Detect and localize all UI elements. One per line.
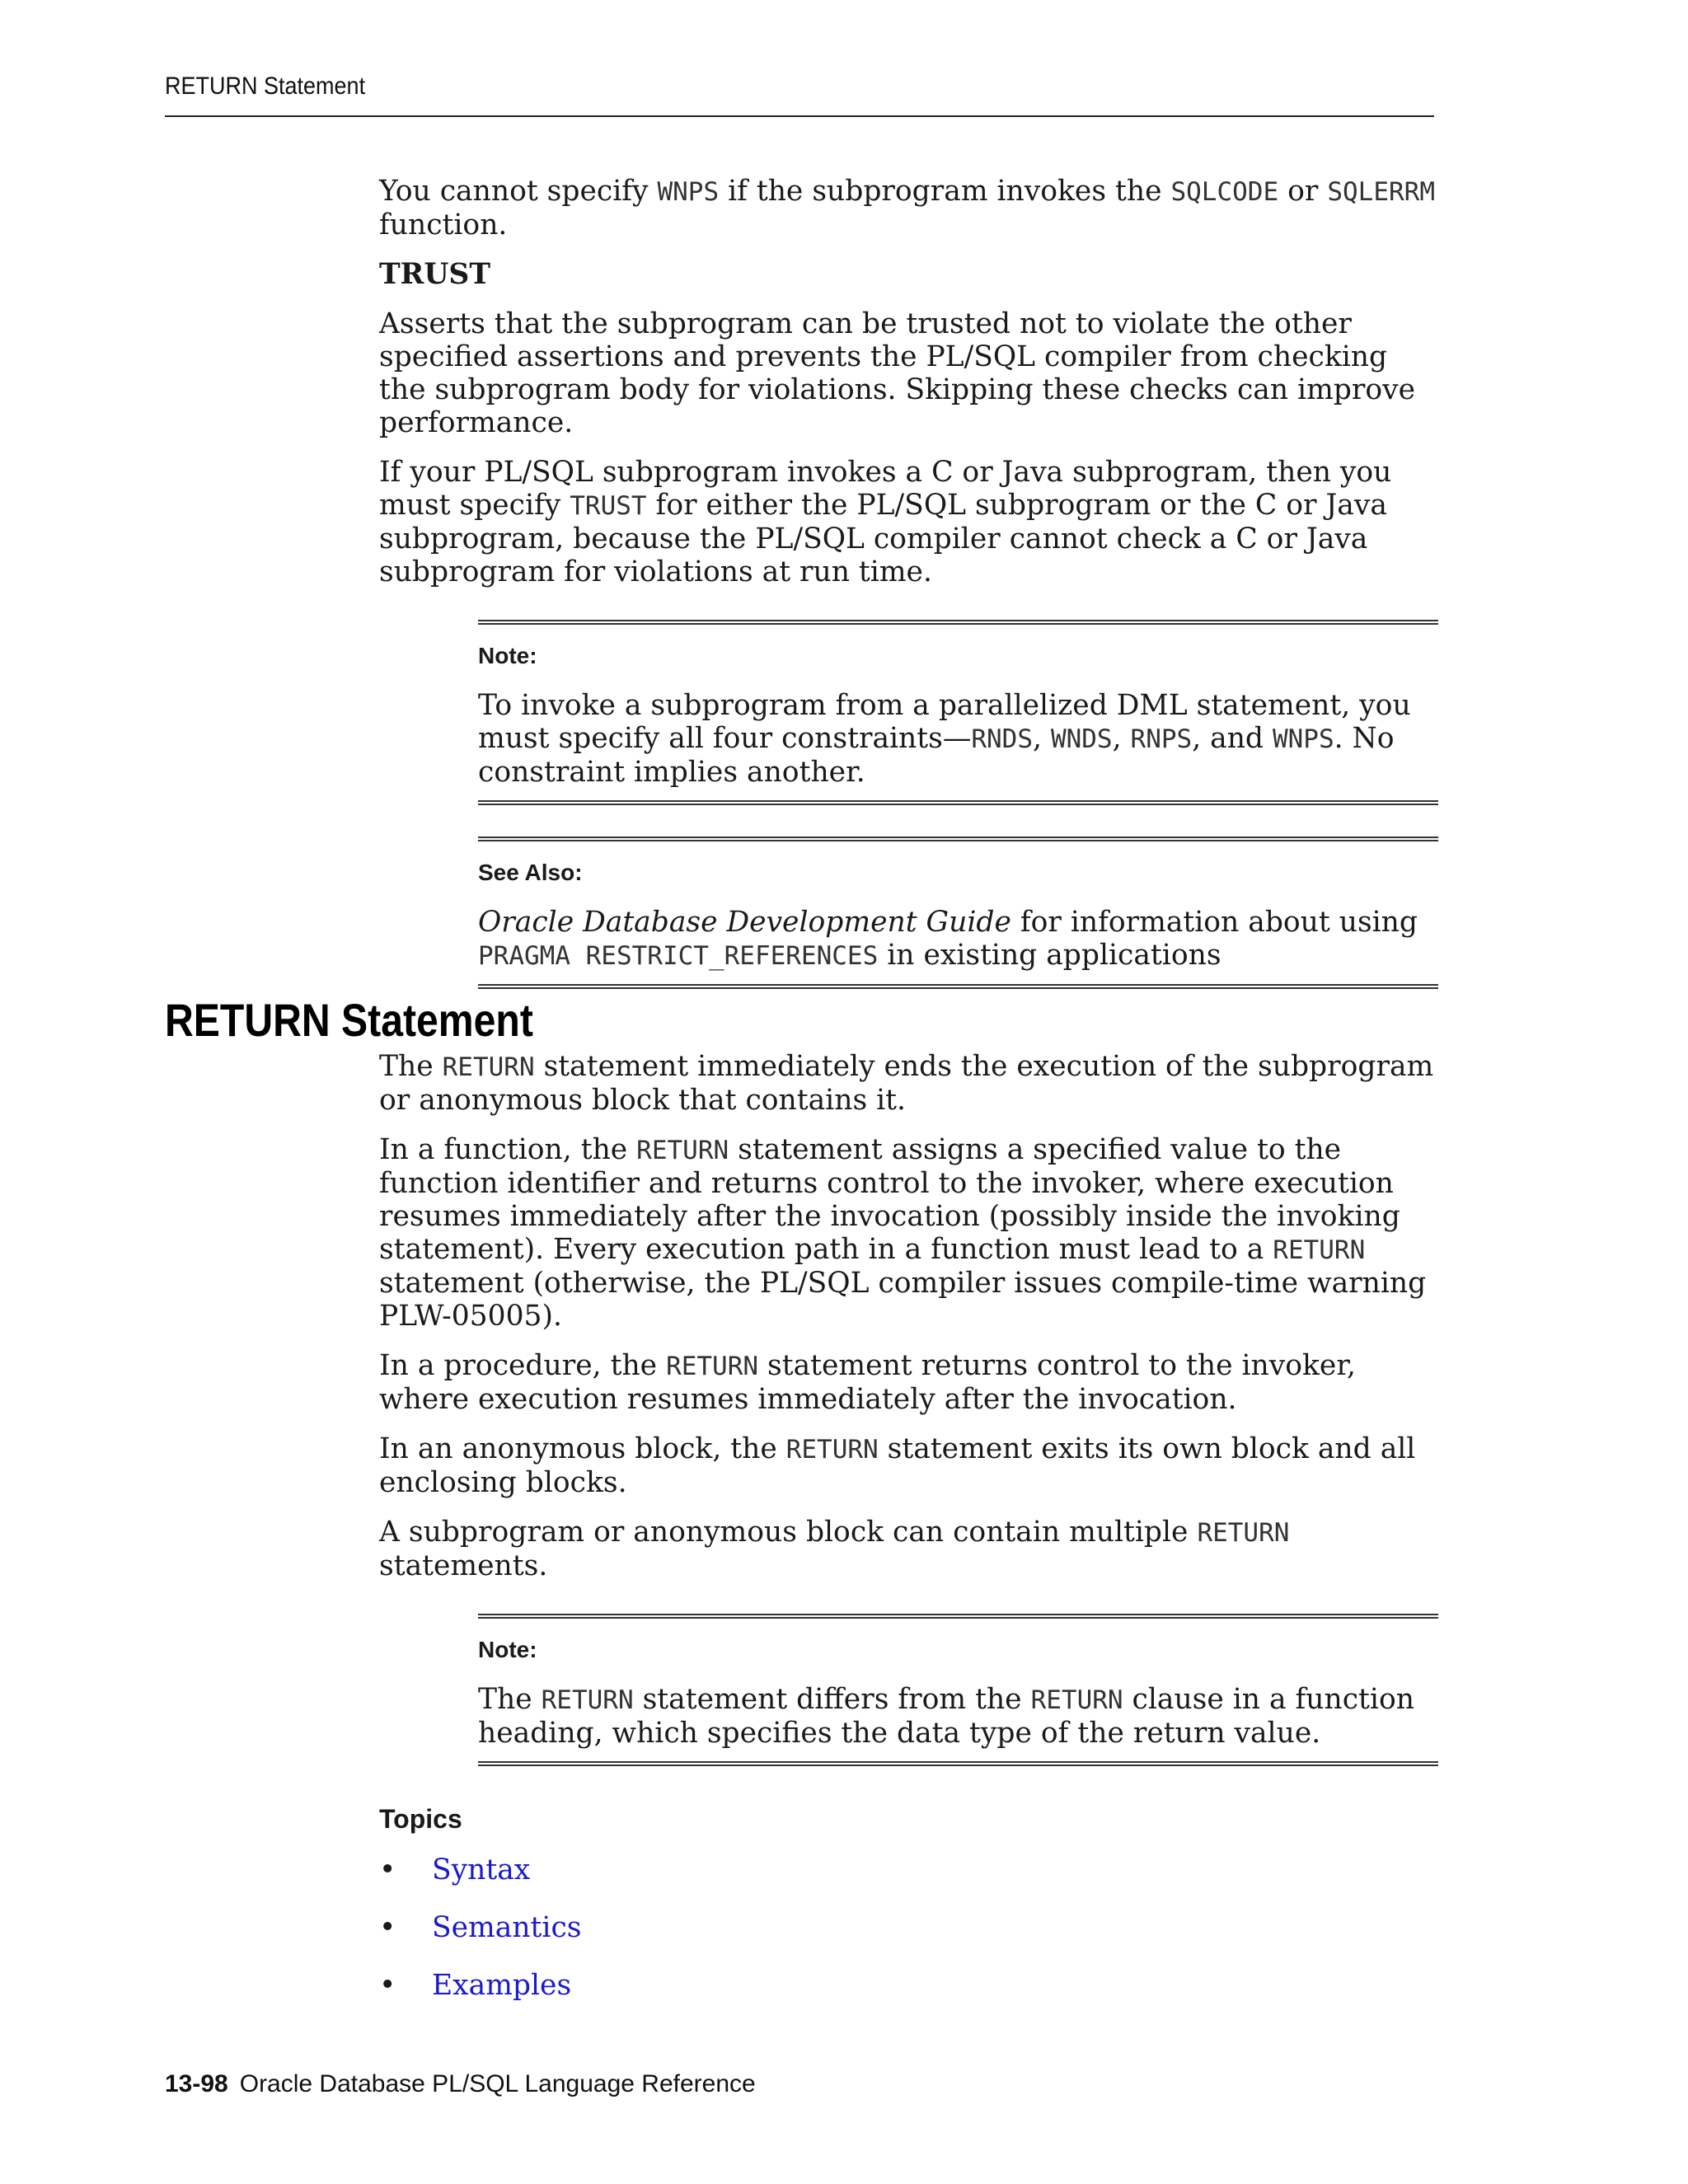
code-trust: TRUST (570, 491, 647, 521)
trust-term: TRUST (379, 258, 491, 291)
topics-list (379, 1854, 1438, 2002)
intro-body (379, 175, 1438, 1020)
list-item (379, 1854, 1438, 1886)
trust-description: Asserts that the subprogram can be trusted not to violate the other specified assertions and prevents the PL/SQL compiler from checking the subprogram body for violations. Skipping these checks can improve performance. (379, 307, 1416, 439)
section-body (379, 1050, 1438, 2027)
bullet-icon: • (379, 1854, 396, 1886)
bullet-icon: • (379, 1969, 396, 2002)
see-also-text: Oracle Database Development Guide for information about using PRAGMA RESTRICT_REFERENCES in existing applications (478, 906, 1418, 972)
running-header: RETURN Statement (165, 73, 366, 100)
return-paragraph-4: In an anonymous block, the RETURN statement exits its own block and all enclosing blocks. (379, 1432, 1416, 1499)
page-footer (165, 2070, 756, 2098)
wnps-paragraph: You cannot specify WNPS if the subprogram invokes the SQLCODE or SQLERRM function. (379, 175, 1435, 241)
return-paragraph-3: In a procedure, the RETURN statement returns control to the invoker, where execution resumes immediately after the invocation. (379, 1349, 1357, 1416)
bullet-icon: • (379, 1911, 396, 1944)
note-text: To invoke a subprogram from a parallelized DML statement, you must specify all four constraints—RNDS, WNDS, RNPS, and WNPS. No constraint implies another. (478, 689, 1411, 789)
note-box-parallel-dml (478, 620, 1438, 805)
note-title: Note: (478, 643, 537, 668)
book-title: Oracle Database PL/SQL Language Reference (239, 2070, 756, 2097)
code-sqlerrm: SQLERRM (1327, 177, 1435, 207)
note-text: The RETURN statement differs from the RETURN clause in a function heading, which specifies the data type of the return value. (478, 1683, 1414, 1750)
link-semantics[interactable]: Semantics (432, 1911, 582, 1944)
book-title-reference: Oracle Database Development Guide (478, 906, 1011, 939)
trust-c-java-paragraph: If your PL/SQL subprogram invokes a C or Java subprogram, then you must specify TRUST for either the PL/SQL subprogram or the C or Java subprogram, because the PL/SQL compiler cannot check a C or Java subprogram for violations at run time. (379, 456, 1392, 588)
link-examples[interactable]: Examples (432, 1969, 572, 2002)
return-paragraph-1: The RETURN statement immediately ends the execution of the subprogram or anonymous block that contains it. (379, 1050, 1434, 1117)
link-syntax[interactable]: Syntax (432, 1854, 531, 1886)
see-also-box (478, 837, 1438, 989)
list-item (379, 1969, 1438, 2002)
note-title: Note: (478, 1637, 537, 1662)
note-box-return-clause (478, 1614, 1438, 1766)
header-rule (165, 115, 1434, 117)
see-also-title: See Also: (478, 860, 583, 885)
page-number: 13-98 (165, 2070, 228, 2097)
list-item (379, 1911, 1438, 1944)
return-paragraph-5: A subprogram or anonymous block can contain multiple RETURN statements. (379, 1516, 1290, 1582)
code-wnps: WNPS (657, 177, 720, 207)
code-sqlcode: SQLCODE (1170, 177, 1279, 207)
return-paragraph-2: In a function, the RETURN statement assigns a specified value to the function identifier and returns control to the invoker, where execution resumes immediately after the invocation (possibly inside the invoking statement). Every execution path in a function must lead to a RETURN statement (otherwise, the PL/SQL compiler issues compile-time warning PLW-05005). (379, 1133, 1427, 1333)
topics-title: Topics (379, 1804, 462, 1834)
section-title: RETURN Statement (165, 994, 533, 1046)
